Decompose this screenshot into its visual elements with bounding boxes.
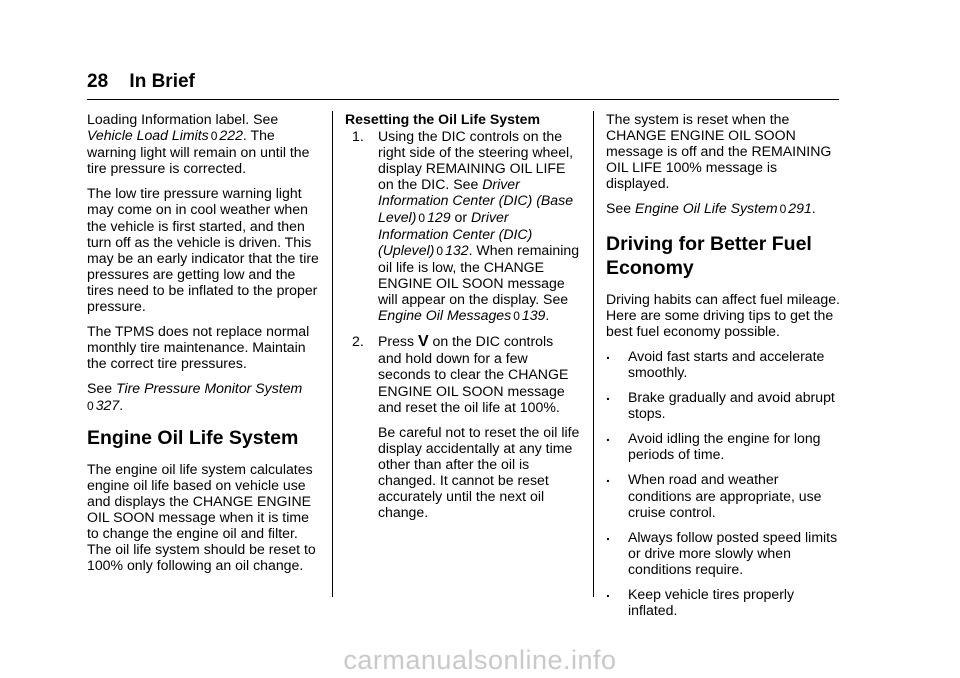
paragraph-see-tpms: See Tire Pressure Monitor System 0 327.: [87, 380, 303, 413]
page-header: [87, 70, 195, 94]
link-tire-pressure-monitor-system[interactable]: Tire Pressure Monitor System: [116, 380, 303, 397]
list-item: . Brake gradually and avoid abrupt stops.: [606, 387, 835, 422]
page-ref-arrow-icon: 0: [210, 129, 218, 144]
list-item: . Always follow posted speed limits or drive more slowly when conditions require.: [606, 526, 838, 577]
link-vehicle-load-limits[interactable]: Vehicle Load Limits: [87, 127, 209, 144]
column-1: [87, 111, 322, 582]
list-item: 2. Press V on the DIC controls and hold down for a few seconds to clear the CHANGE ENGINE OIL SOON message and reset the oil life at 100%. Be careful not to reset the oil life display accidentally at any time other than after the oil is changed. It cannot be reset accurately until the next oil change.: [352, 333, 580, 521]
page-number: 28: [87, 71, 109, 92]
list-item: . When road and weather conditions are appropriate, use cruise control.: [606, 469, 822, 520]
link-dic-uplevel[interactable]: Driver Information Center (DIC) (Uplevel): [378, 208, 533, 258]
paragraph-oil-life-system: The engine oil life system calculates engine oil life based on vehicle use and displays the CHANGE ENGINE OIL SOON message when it is time to change the engine oil and filter. The oil life system should be reset to 100% only following an oil change.: [87, 460, 316, 574]
bullet-icon: .: [606, 526, 610, 543]
paragraph-driving-habits: Driving habits can affect fuel mileage. Here are some driving tips to get the best fuel economy possible.: [606, 290, 840, 339]
fuel-tips-list: [606, 345, 844, 619]
heading-fuel-economy: Driving for Better Fuel Economy: [606, 232, 812, 279]
watermark: carmanualsonline.info: [343, 645, 617, 675]
page-ref-arrow-icon: 0: [436, 243, 444, 258]
step-number: 2.: [352, 333, 364, 350]
link-engine-oil-messages[interactable]: Engine Oil Messages: [378, 307, 512, 324]
subheading-resetting-oil-life: Resetting the Oil Life System: [345, 111, 541, 127]
column-divider-1: [332, 111, 333, 597]
section-title: In Brief: [129, 71, 195, 92]
paragraph-load-info: Loading Information label. See Vehicle Load Limits 0 222. The warning light will remain on until the tire pressure is corrected.: [87, 111, 310, 177]
bullet-icon: .: [606, 583, 610, 600]
page-ref-arrow-icon: 0: [513, 309, 520, 324]
reset-steps-list: [345, 128, 580, 520]
page-ref-327[interactable]: 327: [95, 396, 120, 413]
page-ref-132[interactable]: 132: [445, 241, 469, 258]
bullet-icon: .: [606, 345, 610, 362]
list-item: . Keep vehicle tires properly inflated.: [606, 583, 795, 619]
list-item: . Avoid fast starts and accelerate smoothly.: [606, 345, 825, 380]
page-ref-139[interactable]: 139: [521, 307, 546, 324]
heading-engine-oil-life: Engine Oil Life System: [87, 426, 299, 449]
paragraph-system-reset: The system is reset when the CHANGE ENGINE OIL SOON message is off and the REMAINING OIL LIFE 100% message is displayed.: [606, 111, 832, 192]
paragraph-see-oil-life: See Engine Oil Life System 0 291.: [606, 200, 816, 217]
column-3: [606, 111, 844, 627]
list-item: . Avoid idling the engine for long periods of time.: [606, 428, 821, 463]
bullet-icon: .: [606, 387, 610, 404]
paragraph-tpms: The TPMS does not replace normal monthly tire maintenance. Maintain the correct tire pressures.: [87, 323, 310, 372]
paragraph-caution: Be careful not to reset the oil life display accidentally at any time other than after the oil is changed. It cannot be reset accurately until the next oil change.: [378, 423, 580, 521]
page-ref-arrow-icon: 0: [418, 210, 426, 225]
column-divider-2: [593, 111, 594, 597]
page-ref-129[interactable]: 129: [427, 208, 451, 225]
page-ref-291[interactable]: 291: [788, 200, 812, 217]
page-ref-arrow-icon: 0: [779, 202, 787, 217]
step-number: 1.: [352, 128, 364, 145]
list-item: 1. Using the DIC controls on the right side of the steering wheel, display REMAINING OIL LIFE on the DIC. See Driver Information Center (DIC) (Base Level) 0 129 or Driver Information Center (DIC) (Uplevel) 0 132. When remaining oil life is low, the CHANGE ENGINE OIL SOON message will appear on the display. See Engine Oil Messages 0 139.: [352, 128, 580, 324]
paragraph-warning-light: The low tire pressure warning light may come on in cool weather when the vehicle is first started, and then turn off as the vehicle is driven. This may be an early indicator that the tire pressures are getting low and the tires need to be inflated to the proper pressure.: [87, 185, 319, 315]
header-rule: [87, 99, 839, 100]
page-ref-222[interactable]: 222: [219, 127, 243, 144]
column-2: [345, 111, 580, 529]
link-dic-base-level[interactable]: Driver Information Center (DIC) (Base Level): [378, 176, 574, 225]
page-ref-arrow-icon: 0: [87, 398, 94, 413]
link-engine-oil-life-system[interactable]: Engine Oil Life System: [635, 200, 778, 217]
bullet-icon: .: [606, 428, 610, 445]
bullet-icon: .: [606, 469, 610, 486]
checkmark-button-icon: V: [417, 333, 429, 351]
